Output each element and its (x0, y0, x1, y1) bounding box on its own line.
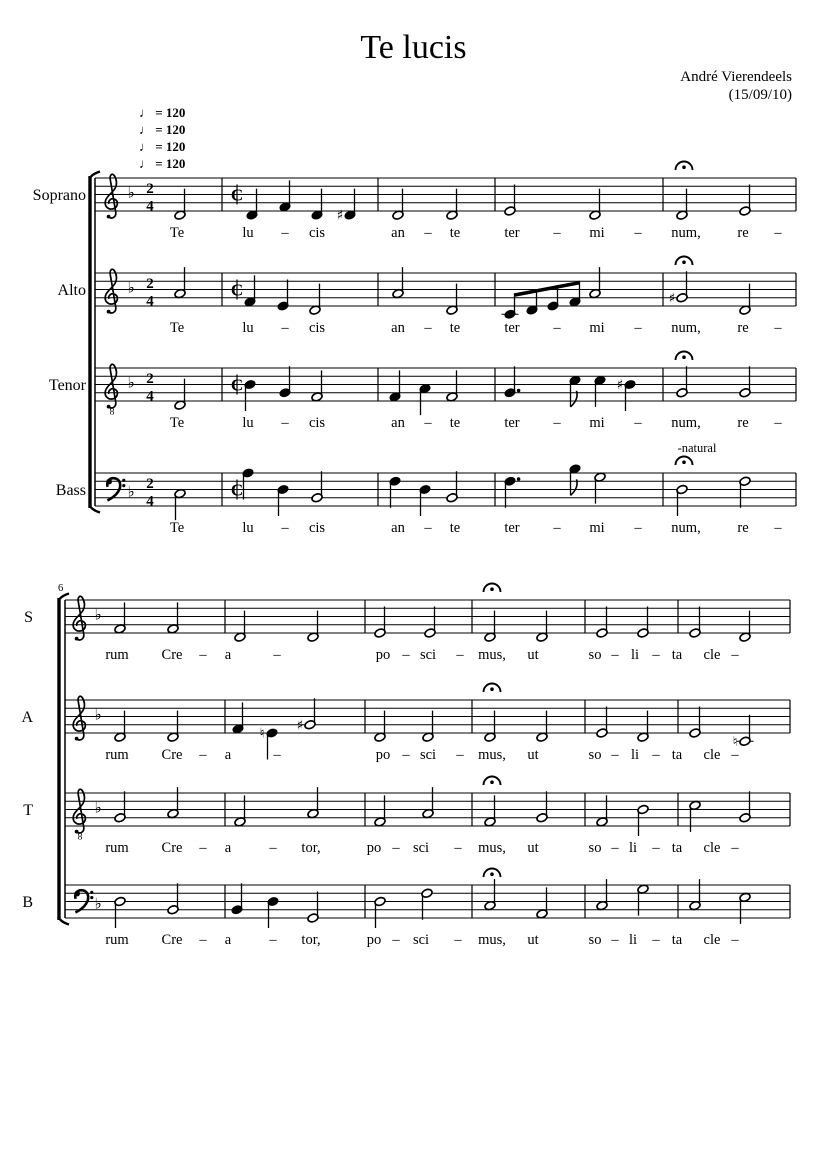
note (689, 879, 701, 911)
note (114, 602, 126, 634)
bracket-hook-bottom (91, 508, 100, 513)
lyric-syllable: mus, (478, 932, 506, 948)
note (739, 892, 751, 924)
note (422, 787, 434, 819)
lyric-syllable: ut (527, 840, 539, 856)
part-Soprano (33, 162, 796, 242)
lyric-syllable: – (652, 840, 660, 856)
lyric-syllable: po (375, 647, 391, 663)
time-signature: 2 (146, 476, 154, 492)
note (733, 715, 754, 750)
note (739, 476, 751, 508)
lyric-syllable: – (456, 647, 464, 663)
lyric-syllable: rum (105, 840, 129, 856)
tempo-marking: ♩ = 120 (139, 105, 186, 120)
treble-clef-icon (105, 269, 117, 313)
piece-title: Te lucis (360, 29, 467, 66)
note (536, 791, 548, 823)
note (174, 488, 186, 520)
part-label: B (22, 894, 33, 911)
system-1 (33, 162, 796, 537)
note (739, 611, 751, 643)
lyric-syllable: – (652, 647, 660, 663)
lyric-syllable: mi (589, 520, 605, 536)
lyric-syllable: te (449, 225, 461, 241)
lyric-syllable: an (391, 415, 405, 431)
note (279, 180, 291, 212)
note (689, 607, 701, 639)
lyric-syllable: Te (169, 520, 185, 536)
lyric-syllable: – (281, 320, 289, 336)
lyric-syllable: – (731, 932, 739, 948)
note (279, 366, 291, 398)
lyric-syllable: so (588, 647, 602, 663)
accidental-sharp: ♯ (616, 377, 624, 394)
part-Bass (56, 441, 796, 536)
lyric-syllable: so (588, 747, 602, 763)
time-signature: 4 (146, 293, 154, 310)
lyric-syllable: – (611, 840, 619, 856)
note (596, 795, 608, 827)
note (419, 484, 431, 516)
key-signature-flat: ♭ (94, 605, 102, 624)
lyric-syllable: li (628, 932, 638, 948)
cut-time-symbol: C (230, 480, 244, 500)
lyric-syllable: an (391, 225, 405, 241)
lyric-syllable: Te (169, 225, 185, 241)
part-label: Soprano (32, 187, 86, 204)
key-signature-flat: ♭ (127, 183, 135, 202)
accidental-natural: ♮ (732, 733, 738, 750)
bracket-hook-top (60, 594, 69, 599)
lyric-syllable: ta (671, 747, 683, 763)
note (389, 370, 401, 402)
key-signature-flat: ♭ (94, 705, 102, 724)
key-signature-flat: ♭ (94, 894, 102, 913)
eighth-flag (571, 391, 578, 407)
lyric-syllable: Cre (161, 840, 183, 856)
note (617, 377, 636, 411)
lyric-syllable: ut (527, 932, 539, 948)
note (676, 441, 717, 516)
note (232, 702, 244, 734)
lyric-syllable: mus, (478, 747, 506, 763)
note (689, 800, 701, 832)
lyric-syllable: – (424, 520, 432, 536)
lyric-syllable: so (588, 840, 602, 856)
part-label: Bass (55, 482, 86, 499)
note (421, 888, 433, 920)
note (637, 804, 649, 836)
lyric-syllable: – (424, 320, 432, 336)
treble-clef-icon (105, 174, 117, 218)
note (589, 189, 601, 221)
note (594, 472, 606, 504)
accidental-sharp: ♯ (668, 290, 676, 307)
lyric-syllable: – (424, 415, 432, 431)
lyric-syllable: an (391, 520, 405, 536)
part-Alto (58, 257, 796, 337)
lyric-syllable: cle (703, 840, 721, 856)
lyric-syllable: cis (308, 320, 326, 336)
treble-clef-icon (73, 596, 85, 640)
lyric-syllable: te (449, 320, 461, 336)
part-label: A (21, 709, 33, 726)
lyric-syllable: cle (703, 932, 721, 948)
note (174, 189, 186, 221)
key-signature-flat: ♭ (127, 482, 135, 501)
lyric-syllable: sci (412, 840, 430, 856)
lyric-syllable: Cre (161, 747, 183, 763)
note (277, 484, 289, 516)
lyric-syllable: li (630, 747, 640, 763)
part-A (21, 684, 790, 764)
octave-8-mark: 8 (77, 832, 83, 843)
note (244, 275, 256, 307)
lyric-syllable: a (224, 932, 232, 948)
note (676, 352, 693, 398)
note (637, 711, 649, 743)
note (676, 162, 693, 221)
note (484, 777, 501, 828)
note (596, 879, 608, 911)
tempo-marking: ♩ = 120 (139, 156, 186, 171)
lyric-syllable: sci (419, 647, 437, 663)
lyric-syllable: – (731, 747, 739, 763)
tempo-marking: ♩ = 120 (139, 139, 186, 154)
note (484, 684, 501, 743)
note (637, 607, 649, 639)
lyric-syllable: – (269, 932, 277, 948)
lyric-syllable: – (454, 932, 462, 948)
lyric-syllable: – (281, 225, 289, 241)
lyric-syllable: – (269, 840, 277, 856)
note (392, 267, 404, 299)
lyric-syllable: mus, (478, 840, 506, 856)
part-label: S (24, 609, 33, 626)
note (167, 711, 179, 743)
lyric-syllable: tor, (301, 840, 321, 856)
treble-clef-icon (105, 364, 117, 408)
part-S (24, 584, 790, 664)
lyric-syllable: po (366, 932, 382, 948)
lyric-syllable: mi (589, 225, 605, 241)
note (594, 375, 606, 407)
time-signature: 4 (146, 388, 154, 405)
note (589, 267, 601, 299)
note (374, 607, 386, 639)
lyric-syllable: – (199, 647, 207, 663)
lyric-syllable: – (281, 520, 289, 536)
lyric-syllable: – (634, 225, 642, 241)
note (114, 896, 126, 928)
lyric-syllable: re (737, 415, 749, 431)
lyric-syllable: – (199, 747, 207, 763)
lyric-syllable: ter (504, 415, 520, 431)
lyric-syllable: – (553, 415, 561, 431)
note (311, 370, 323, 402)
lyric-syllable: – (456, 747, 464, 763)
lyric-syllable: re (737, 520, 749, 536)
note (242, 468, 254, 500)
part-T (23, 777, 790, 857)
system-2 (21, 583, 790, 948)
bracket-hook-bottom (60, 920, 69, 925)
note (167, 787, 179, 819)
lyric-syllable: – (392, 840, 400, 856)
lyric-syllable: tor, (301, 932, 321, 948)
eighth-flag (571, 479, 578, 495)
lyric-syllable: – (774, 320, 782, 336)
note (234, 611, 246, 643)
lyric-syllable: ta (671, 647, 683, 663)
time-signature: 2 (146, 181, 154, 197)
lyric-syllable: – (199, 840, 207, 856)
note (484, 584, 501, 643)
lyric-syllable: po (366, 840, 382, 856)
lyric-syllable: – (199, 932, 207, 948)
note (374, 795, 386, 827)
lyric-syllable: ta (671, 932, 683, 948)
lyric-syllable: re (737, 225, 749, 241)
lyric-syllable: – (634, 415, 642, 431)
lyric-syllable: te (449, 415, 461, 431)
note (311, 471, 323, 503)
part-label: Alto (57, 282, 86, 299)
lyric-syllable: – (553, 520, 561, 536)
note (231, 883, 243, 915)
lyric-syllable: lu (242, 225, 254, 241)
cut-time-symbol: C (230, 375, 244, 395)
lyric-syllable: sci (419, 747, 437, 763)
note (267, 896, 279, 928)
lyric-syllable: li (630, 647, 640, 663)
note (446, 189, 458, 221)
part-Tenor (49, 352, 796, 432)
composition-date: (15/09/10) (728, 87, 792, 103)
accidental-natural: ♮ (259, 725, 265, 742)
note (114, 711, 126, 743)
note (569, 375, 581, 407)
note (536, 887, 548, 919)
lyric-syllable: sci (412, 932, 430, 948)
note (374, 896, 386, 928)
lyric-syllable: – (611, 647, 619, 663)
note (392, 189, 404, 221)
note (307, 892, 319, 924)
lyric-syllable: ta (671, 840, 683, 856)
text-annotation: -natural (677, 441, 717, 455)
note (596, 607, 608, 639)
note (422, 711, 434, 743)
lyric-syllable: – (774, 225, 782, 241)
note (309, 284, 321, 316)
lyric-syllable: mus, (478, 647, 506, 663)
lyric-syllable: – (731, 840, 739, 856)
note (311, 189, 323, 221)
lyric-syllable: Cre (161, 647, 183, 663)
accidental-sharp: ♯ (336, 207, 344, 224)
lyric-syllable: Te (169, 415, 185, 431)
time-signature: 4 (146, 493, 154, 510)
measure-number: 6 (58, 583, 64, 594)
lyric-syllable: li (628, 840, 638, 856)
lyric-syllable: – (553, 225, 561, 241)
lyric-syllable: cis (308, 415, 326, 431)
lyric-syllable: ut (527, 647, 539, 663)
note (277, 280, 289, 312)
lyric-syllable: cis (308, 520, 326, 536)
lyric-syllable: – (634, 320, 642, 336)
note (739, 185, 751, 217)
lyric-syllable: rum (105, 647, 129, 663)
note (297, 698, 316, 733)
composer-name: André Vierendeels (680, 69, 792, 85)
time-signature: 4 (146, 198, 154, 215)
lyric-syllable: – (273, 647, 281, 663)
tempo-marking: ♩ = 120 (139, 122, 186, 137)
note (174, 379, 186, 411)
lyric-syllable: Cre (161, 932, 183, 948)
note (536, 611, 548, 643)
note (446, 284, 458, 316)
note (246, 189, 258, 221)
lyric-syllable: – (273, 747, 281, 763)
note (234, 795, 246, 827)
lyric-syllable: cle (703, 747, 721, 763)
treble-clef-icon (73, 789, 85, 833)
lyric-syllable: ter (504, 225, 520, 241)
note (244, 379, 256, 411)
lyric-syllable: num, (671, 320, 701, 336)
lyric-syllable: a (224, 840, 232, 856)
note (419, 383, 431, 415)
note (337, 189, 356, 224)
lyric-syllable: te (449, 520, 461, 536)
note (424, 607, 436, 639)
note (689, 707, 701, 739)
beam (515, 281, 580, 297)
bracket-hook-top (91, 172, 100, 177)
lyric-syllable: – (731, 647, 739, 663)
note (446, 370, 458, 402)
lyric-syllable: – (402, 747, 410, 763)
lyric-syllable: a (224, 647, 232, 663)
note (446, 471, 458, 503)
lyric-syllable: – (553, 320, 561, 336)
lyric-syllable: a (224, 747, 232, 763)
lyric-syllable: – (774, 520, 782, 536)
lyric-syllable: lu (242, 320, 254, 336)
lyric-syllable: – (634, 520, 642, 536)
note (374, 711, 386, 743)
lyric-syllable: – (281, 415, 289, 431)
lyric-syllable: so (588, 932, 602, 948)
note (596, 707, 608, 739)
part-label: Tenor (48, 377, 86, 394)
key-signature-flat: ♭ (127, 373, 135, 392)
note (167, 602, 179, 634)
key-signature-flat: ♭ (127, 278, 135, 297)
accidental-sharp: ♯ (296, 717, 304, 734)
treble-clef-icon (73, 696, 85, 740)
lyric-syllable: num, (671, 225, 701, 241)
cut-time-symbol: C (230, 185, 244, 205)
lyric-syllable: – (652, 932, 660, 948)
lyric-syllable: – (611, 932, 619, 948)
lyric-syllable: lu (242, 520, 254, 536)
lyric-syllable: – (454, 840, 462, 856)
note (307, 787, 319, 819)
note (504, 185, 516, 217)
lyric-syllable: cis (308, 225, 326, 241)
lyric-syllable: mi (589, 415, 605, 431)
part-label: T (23, 802, 33, 819)
note (569, 464, 581, 496)
lyric-syllable: lu (242, 415, 254, 431)
lyric-syllable: po (375, 747, 391, 763)
lyric-syllable: – (611, 747, 619, 763)
part-B (22, 869, 790, 949)
octave-8-mark: 8 (109, 407, 115, 418)
lyric-syllable: – (402, 647, 410, 663)
lyric-syllable: Te (169, 320, 185, 336)
lyric-syllable: – (392, 932, 400, 948)
note (739, 284, 751, 316)
note (739, 791, 751, 823)
time-signature: 2 (146, 276, 154, 292)
lyric-syllable: re (737, 320, 749, 336)
lyric-syllable: ut (527, 747, 539, 763)
note (536, 711, 548, 743)
lyric-syllable: cle (703, 647, 721, 663)
lyric-syllable: ter (504, 320, 520, 336)
note (484, 869, 501, 911)
lyric-syllable: – (652, 747, 660, 763)
note (389, 476, 401, 508)
lyric-syllable: num, (671, 415, 701, 431)
cut-time-symbol: C (230, 280, 244, 300)
lyric-syllable: – (424, 225, 432, 241)
lyric-syllable: num, (671, 520, 701, 536)
lyric-syllable: ter (504, 520, 520, 536)
note (637, 884, 649, 916)
note (167, 883, 179, 915)
note (739, 366, 751, 398)
lyric-syllable: rum (105, 932, 129, 948)
lyric-syllable: mi (589, 320, 605, 336)
lyric-syllable: rum (105, 747, 129, 763)
note (307, 611, 319, 643)
lyric-syllable: – (774, 415, 782, 431)
key-signature-flat: ♭ (94, 798, 102, 817)
note (114, 791, 126, 823)
time-signature: 2 (146, 371, 154, 387)
lyric-syllable: an (391, 320, 405, 336)
note (174, 267, 186, 299)
